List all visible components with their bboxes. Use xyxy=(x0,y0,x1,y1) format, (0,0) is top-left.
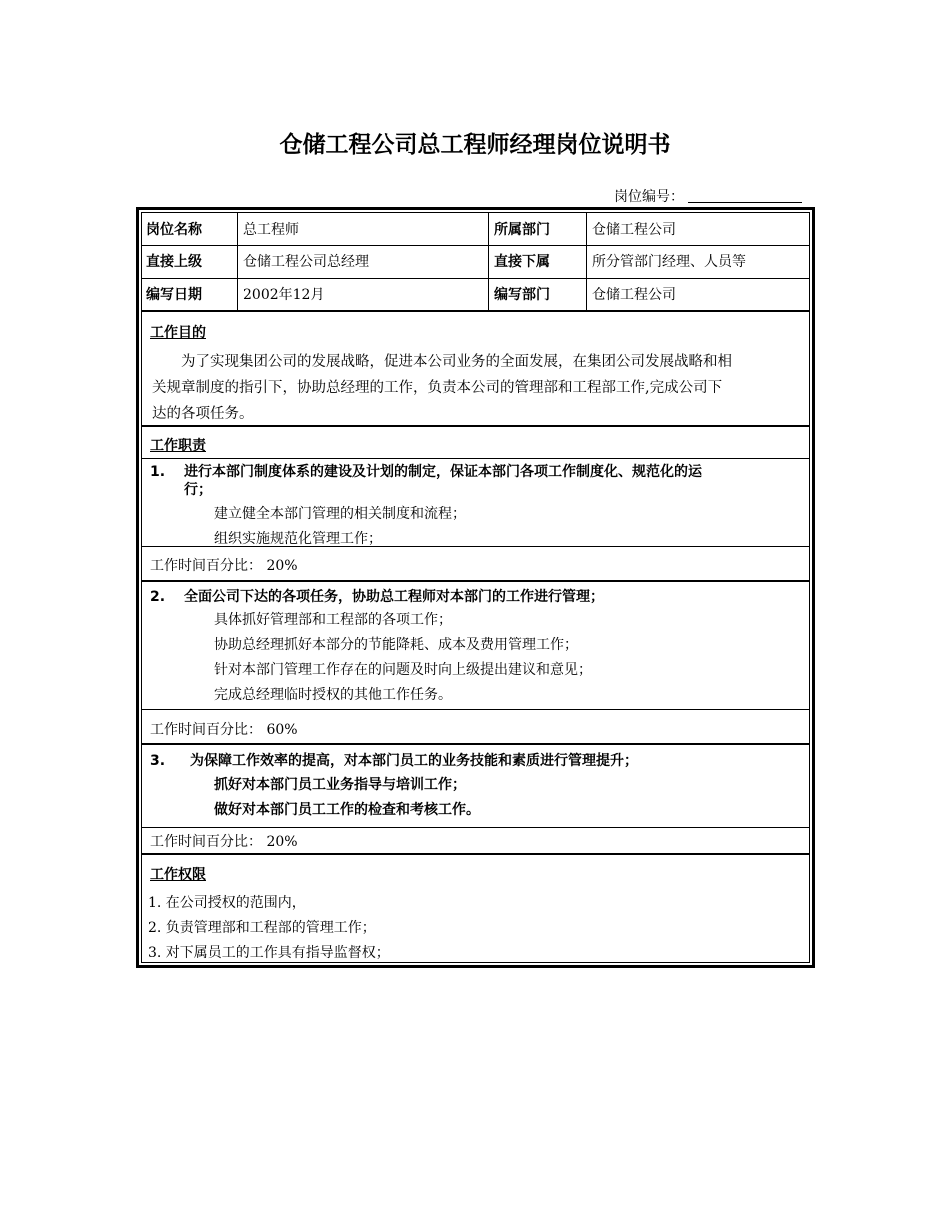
purpose-line-2: 关规章制度的指引下，协助总经理的工作，负责本公司的管理部和工程部工作,完成公司下 xyxy=(152,380,723,396)
purpose-heading: 工作目的 xyxy=(150,325,206,341)
subordinate-label: 直接下属 xyxy=(494,254,550,270)
row-divider xyxy=(142,709,809,710)
row-divider xyxy=(142,827,809,828)
document-title: 仓储工程公司总工程师经理岗位说明书 xyxy=(279,132,671,158)
duty-2-item-4: 完成总经理临时授权的其他工作任务。 xyxy=(214,687,452,703)
position-code xyxy=(614,186,802,206)
duty-1-title-line-1: 进行本部门制度体系的建设及计划的制定，保证本部门各项工作制度化、规范化的运 xyxy=(184,464,702,480)
duty-2-title: 全面公司下达的各项任务，协助总工程师对本部门的工作进行管理； xyxy=(184,589,604,605)
duties-heading: 工作职责 xyxy=(150,438,206,454)
duty-2-time-share: 工作时间百分比： 60% xyxy=(150,722,298,738)
position-name-value: 总工程师 xyxy=(243,222,299,238)
position-name-label: 岗位名称 xyxy=(146,222,202,238)
authority-item-3: 3. 对下属员工的工作具有指导监督权； xyxy=(148,945,390,961)
duty-2-number: 2. xyxy=(150,589,166,605)
purpose-line-1: 为了实现集团公司的发展战略，促进本公司业务的全面发展，在集团公司发展战略和相 xyxy=(181,354,732,370)
subordinate-value: 所分管部门经理、人员等 xyxy=(592,254,746,270)
duty-3-number: 3. xyxy=(150,753,166,769)
superior-value: 仓储工程公司总经理 xyxy=(243,254,369,270)
position-code-blank[interactable] xyxy=(688,188,802,203)
duty-2-item-3: 针对本部门管理工作存在的问题及时向上级提出建议和意见； xyxy=(214,662,592,678)
duty-3-item-1: 抓好对本部门员工业务指导与培训工作； xyxy=(214,777,466,793)
duty-1-item-1: 建立健全本部门管理的相关制度和流程； xyxy=(214,506,466,522)
col-divider xyxy=(586,213,587,310)
row-divider xyxy=(142,853,809,855)
authority-heading: 工作权限 xyxy=(150,867,206,883)
authority-item-2: 2. 负责管理部和工程部的管理工作； xyxy=(148,920,376,936)
purpose-line-3: 达的各项任务。 xyxy=(152,406,254,422)
authority-item-1: 1. 在公司授权的范围内， xyxy=(148,895,306,911)
writer-dept-label: 编写部门 xyxy=(494,287,550,303)
row-divider xyxy=(142,245,809,246)
department-value: 仓储工程公司 xyxy=(592,222,676,238)
duty-1-time-share: 工作时间百分比： 20% xyxy=(150,558,298,574)
col-divider xyxy=(237,213,238,310)
job-description-table xyxy=(136,207,815,968)
duty-3-item-2: 做好对本部门员工工作的检查和考核工作。 xyxy=(214,802,480,818)
row-divider xyxy=(142,743,809,745)
date-value: 2002年12月 xyxy=(243,287,325,303)
writer-dept-value: 仓储工程公司 xyxy=(592,287,676,303)
department-label: 所属部门 xyxy=(494,222,550,238)
duty-1-title-line-2: 行； xyxy=(184,482,212,498)
duty-1-item-2: 组织实施规范化管理工作； xyxy=(214,531,382,547)
row-divider xyxy=(142,310,809,312)
row-divider xyxy=(142,278,809,279)
duty-2-item-2: 协助总经理抓好本部分的节能降耗、成本及费用管理工作； xyxy=(214,637,578,653)
duty-1-number: 1. xyxy=(150,464,166,480)
duty-3-time-share: 工作时间百分比： 20% xyxy=(150,834,298,850)
position-code-label: 岗位编号： xyxy=(614,189,684,205)
row-divider xyxy=(142,580,809,582)
date-label: 编写日期 xyxy=(146,287,202,303)
duty-3-title: 为保障工作效率的提高，对本部门员工的业务技能和素质进行管理提升； xyxy=(190,753,638,769)
superior-label: 直接上级 xyxy=(146,254,202,270)
row-divider xyxy=(142,458,809,459)
col-divider xyxy=(488,213,489,310)
table-inner xyxy=(141,212,810,963)
duty-2-item-1: 具体抓好管理部和工程部的各项工作； xyxy=(214,612,452,628)
